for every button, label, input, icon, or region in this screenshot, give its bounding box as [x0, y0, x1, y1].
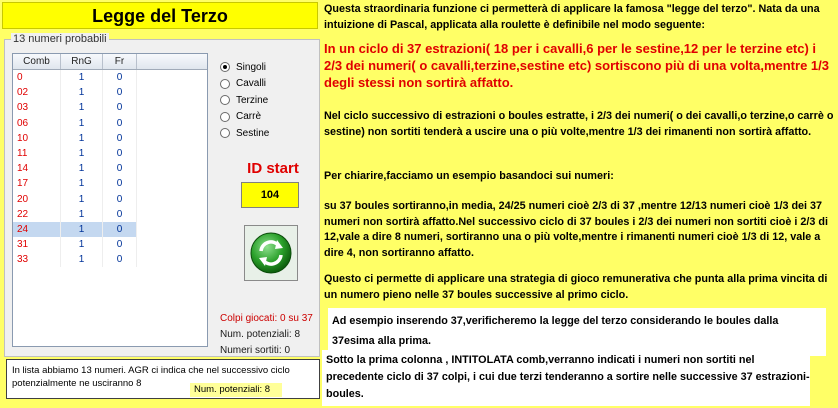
cell-rng: 1: [61, 237, 103, 252]
cell-comb: 03: [13, 100, 61, 115]
cell-rng: 1: [61, 207, 103, 222]
cell-fr: 0: [103, 252, 137, 267]
cell-comb: 02: [13, 85, 61, 100]
numeri-sortiti-label: Numeri sortiti: 0: [220, 345, 291, 356]
insert-example-text: Ad esempio inserendo 37,verificheremo la legge del terzo considerando le boules dalla 37esima alla prima.: [332, 315, 779, 347]
cell-fr: 0: [103, 161, 137, 176]
id-start-label: ID start: [247, 160, 299, 177]
cell-rng: 1: [61, 161, 103, 176]
cell-fr: 0: [103, 146, 137, 161]
radio-empty-icon: [220, 128, 230, 138]
legge-del-terzo-panel: [0, 0, 322, 408]
refresh-arrows-icon: [249, 231, 293, 275]
strategy-text: Questo ci permette di applicare una strategia di gioco remunerativa che punta alla prima vincita di un numero pieno nelle 37 boules successive al primo ciclo.: [324, 273, 828, 301]
app-title: Legge del Terzo: [2, 2, 318, 29]
cell-rng: 1: [61, 70, 103, 85]
radio-empty-icon: [220, 95, 230, 105]
radio-empty-icon: [220, 112, 230, 122]
cell-comb: 33: [13, 252, 61, 267]
note-potenziali: Num. potenziali: 8: [190, 383, 282, 397]
cell-rng: 1: [61, 176, 103, 191]
cell-fr: 0: [103, 85, 137, 100]
cell-rng: 1: [61, 192, 103, 207]
radio-sestine[interactable]: [220, 125, 269, 142]
cell-fr: 0: [103, 207, 137, 222]
radio-empty-icon: [220, 79, 230, 89]
intro-text: Questa straordinaria funzione ci permetterà di applicare la famosa "legge del terzo". Nata da una intuizione di Pascal, applicata alla roulette è definibile nel modo seguente:: [324, 3, 820, 31]
radio-label: Carrè: [236, 111, 262, 123]
cell-fr: 0: [103, 222, 137, 237]
header-comb[interactable]: Comb: [13, 54, 61, 69]
colpi-giocati-label: Colpi giocati: 0 su 37: [220, 313, 313, 324]
cell-rng: 1: [61, 85, 103, 100]
radio-singoli[interactable]: [220, 59, 269, 76]
num-potenziali-label: Num. potenziali: 8: [220, 329, 301, 340]
cell-comb: 11: [13, 146, 61, 161]
table-header: [13, 54, 207, 70]
numbers-table[interactable]: [12, 53, 208, 347]
cell-rng: 1: [61, 146, 103, 161]
cell-fr: 0: [103, 192, 137, 207]
cell-comb: 31: [13, 237, 61, 252]
radio-label: Singoli: [236, 61, 267, 73]
cell-fr: 0: [103, 100, 137, 115]
radio-carre[interactable]: [220, 109, 269, 126]
mode-radio-group: [220, 59, 269, 142]
cell-fr: 0: [103, 131, 137, 146]
cell-comb: 22: [13, 207, 61, 222]
id-start-field[interactable]: 104: [241, 182, 299, 208]
group-label: 13 numeri probabili: [13, 33, 107, 45]
cell-rng: 1: [61, 222, 103, 237]
radio-label: Sestine: [236, 127, 270, 139]
cell-comb: 14: [13, 161, 61, 176]
rule-text: In un ciclo di 37 estrazioni( 18 per i cavalli,6 per le sestine,12 per le terzine etc) i 2/3 dei numeri( o cavalli,terzine,sestine etc) sortiscono più di una volta,mentre 1/3 degli stessi non sortirà affatto.: [324, 41, 829, 90]
refresh-button[interactable]: [244, 225, 298, 281]
cell-fr: 0: [103, 176, 137, 191]
example-intro-text: Per chiarire,facciamo un esempio basandoci sui numeri:: [324, 170, 614, 182]
radio-cavalli[interactable]: [220, 76, 269, 93]
cell-comb: 0: [13, 70, 61, 85]
header-rng[interactable]: RnG: [61, 54, 103, 69]
cell-fr: 0: [103, 116, 137, 131]
cell-rng: 1: [61, 252, 103, 267]
cell-comb: 10: [13, 131, 61, 146]
radio-label: Terzine: [236, 94, 269, 106]
cell-fr: 0: [103, 237, 137, 252]
radio-selected-icon: [220, 62, 230, 72]
cell-rng: 1: [61, 100, 103, 115]
cell-comb: 17: [13, 176, 61, 191]
cell-rng: 1: [61, 116, 103, 131]
example-text: su 37 boules sortiranno,in media, 24/25 numeri cioè 2/3 di 37 ,mentre 12/13 numeri cioè 1/3 dei 37 numeri non sortirà affatto.Nel successivo ciclo di 37 boules i 2/3 dei numeri non sortiti cioè i 2/3 di 12,vale a dire 8 numeri, sortiranno una o più volte,mentre i rimanenti numeri cioè 1/3 di 12, vale a dire 4, non sortiranno affatto.: [324, 200, 828, 259]
cell-rng: 1: [61, 131, 103, 146]
radio-label: Cavalli: [236, 78, 267, 90]
header-fr[interactable]: Fr: [103, 54, 137, 69]
cell-comb: 06: [13, 116, 61, 131]
next-cycle-text: Nel ciclo successivo di estrazioni o boules estratte, i 2/3 dei numeri( o dei cavalli,o terzine,o carrè o sestine) non sortiti tenderà a uscire una o più volte,mentre 1/3 dei rimanenti non sortirà affatto.: [324, 110, 834, 138]
cell-comb: 24: [13, 222, 61, 237]
note-box: In lista abbiamo 13 numeri. AGR ci indica che nel successivo ciclo potenzialmente ne usciranno 8: [6, 359, 320, 399]
radio-terzine[interactable]: [220, 92, 269, 109]
table-empty-area: [137, 70, 207, 346]
comb-column-text: Sotto la prima colonna , INTITOLATA comb,verranno indicati i numeri non sortiti nel precedente ciclo di 37 colpi, i cui due terzi tenderanno a sortire nelle successive 37 estrazioni-boules.: [326, 354, 810, 400]
cell-fr: 0: [103, 70, 137, 85]
cell-comb: 20: [13, 192, 61, 207]
